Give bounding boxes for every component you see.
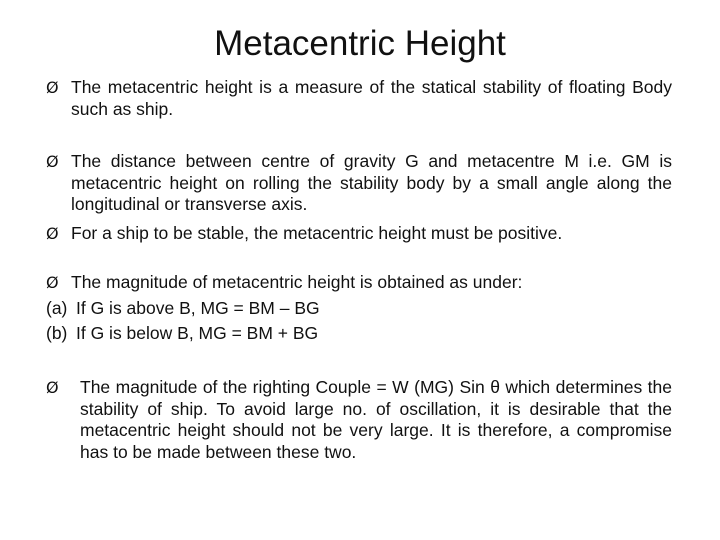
sub-item-text: If G is below B, MG = BM + BG [76,323,319,343]
bullet-item [46,272,672,294]
bullet-text: The magnitude of the righting Couple = W (MG) Sin θ which determines the stability of ship. To avoid large no. of oscillation, it is desirable that the metacentric height should not be very large. It is therefore, a compromise has to be made between these two. [80,377,672,462]
sub-item [46,323,672,345]
arrow-bullet-icon: Ø [46,273,59,292]
bullet-text: For a ship to be stable, the metacentric height must be positive. [71,222,563,243]
sub-item-label: (b) [46,323,68,343]
bullet-group-definition [46,77,672,120]
bullet-text: The metacentric height is a measure of the statical stability of floating Body such as ship. [71,77,672,119]
sub-item-label: (a) [46,297,68,318]
sub-item-text: If G is above B, MG = BM – BG [76,297,320,318]
bullet-item [46,77,672,120]
arrow-bullet-icon: Ø [46,78,59,97]
bullet-group-righting-couple [46,377,672,463]
bullet-group-gm [46,151,672,244]
arrow-bullet-icon: Ø [46,223,59,243]
bullet-item [46,377,672,463]
bullet-text: The distance between centre of gravity G and metacentre M i.e. GM is metacentric height on rolling the stability body by a small angle along the longitudinal or transverse axis. [71,151,672,214]
bullet-text: The magnitude of metacentric height is obtained as under: [71,272,523,292]
bullet-item [46,223,672,245]
bullet-group-magnitude [46,272,672,345]
sub-item [46,298,672,320]
arrow-bullet-icon: Ø [46,378,59,397]
slide-title: Metacentric Height [214,24,506,63]
arrow-bullet-icon: Ø [46,152,59,171]
bullet-item [46,151,672,216]
